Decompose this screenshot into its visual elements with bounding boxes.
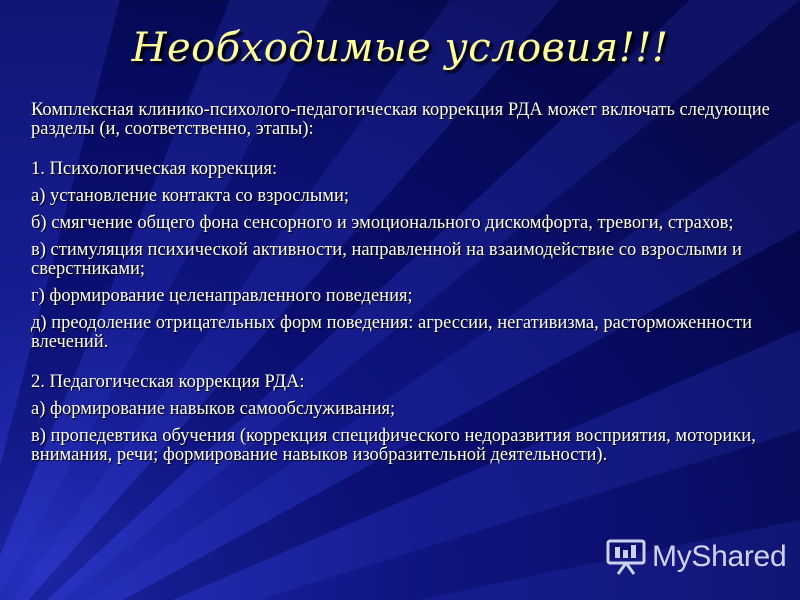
watermark-logo[interactable] (606, 537, 787, 577)
presentation-board-icon (606, 538, 646, 576)
section-2-heading: 2. Педагогическая коррекция РДА: (31, 372, 305, 392)
section-1-item: в) стимуляция психической активности, направленной на взаимодействие со взрослыми и сверстниками; (31, 240, 742, 279)
intro-paragraph: Комплексная клинико-психолого-педагогическая коррекция РДА может включать следующие разделы (и, соответственно, этапы): (31, 100, 770, 139)
slide-title: Необходимые условия!!! (131, 25, 669, 71)
section-1-heading: 1. Психологическая коррекция: (31, 159, 278, 179)
section-2-item: а) формирование навыков самообслуживания; (31, 399, 396, 419)
section-2-item: в) пропедевтика обучения (коррекция специфического недоразвития восприятия, моторики, внимания, речи; формирование навыков изобразительной деятельности). (31, 426, 756, 465)
slide-body (31, 101, 771, 473)
watermark-text: MyShared (652, 539, 787, 573)
section-1-item: а) установление контакта со взрослыми; (31, 186, 350, 206)
section-1-item: д) преодоление отрицательных форм поведения: агрессии, негативизма, расторможенности влечений. (31, 313, 753, 352)
section-1-item: б) смягчение общего фона сенсорного и эмоционального дискомфорта, тревоги, страхов; (31, 213, 734, 233)
section-1-item: г) формирование целенаправленного поведения; (31, 286, 413, 306)
